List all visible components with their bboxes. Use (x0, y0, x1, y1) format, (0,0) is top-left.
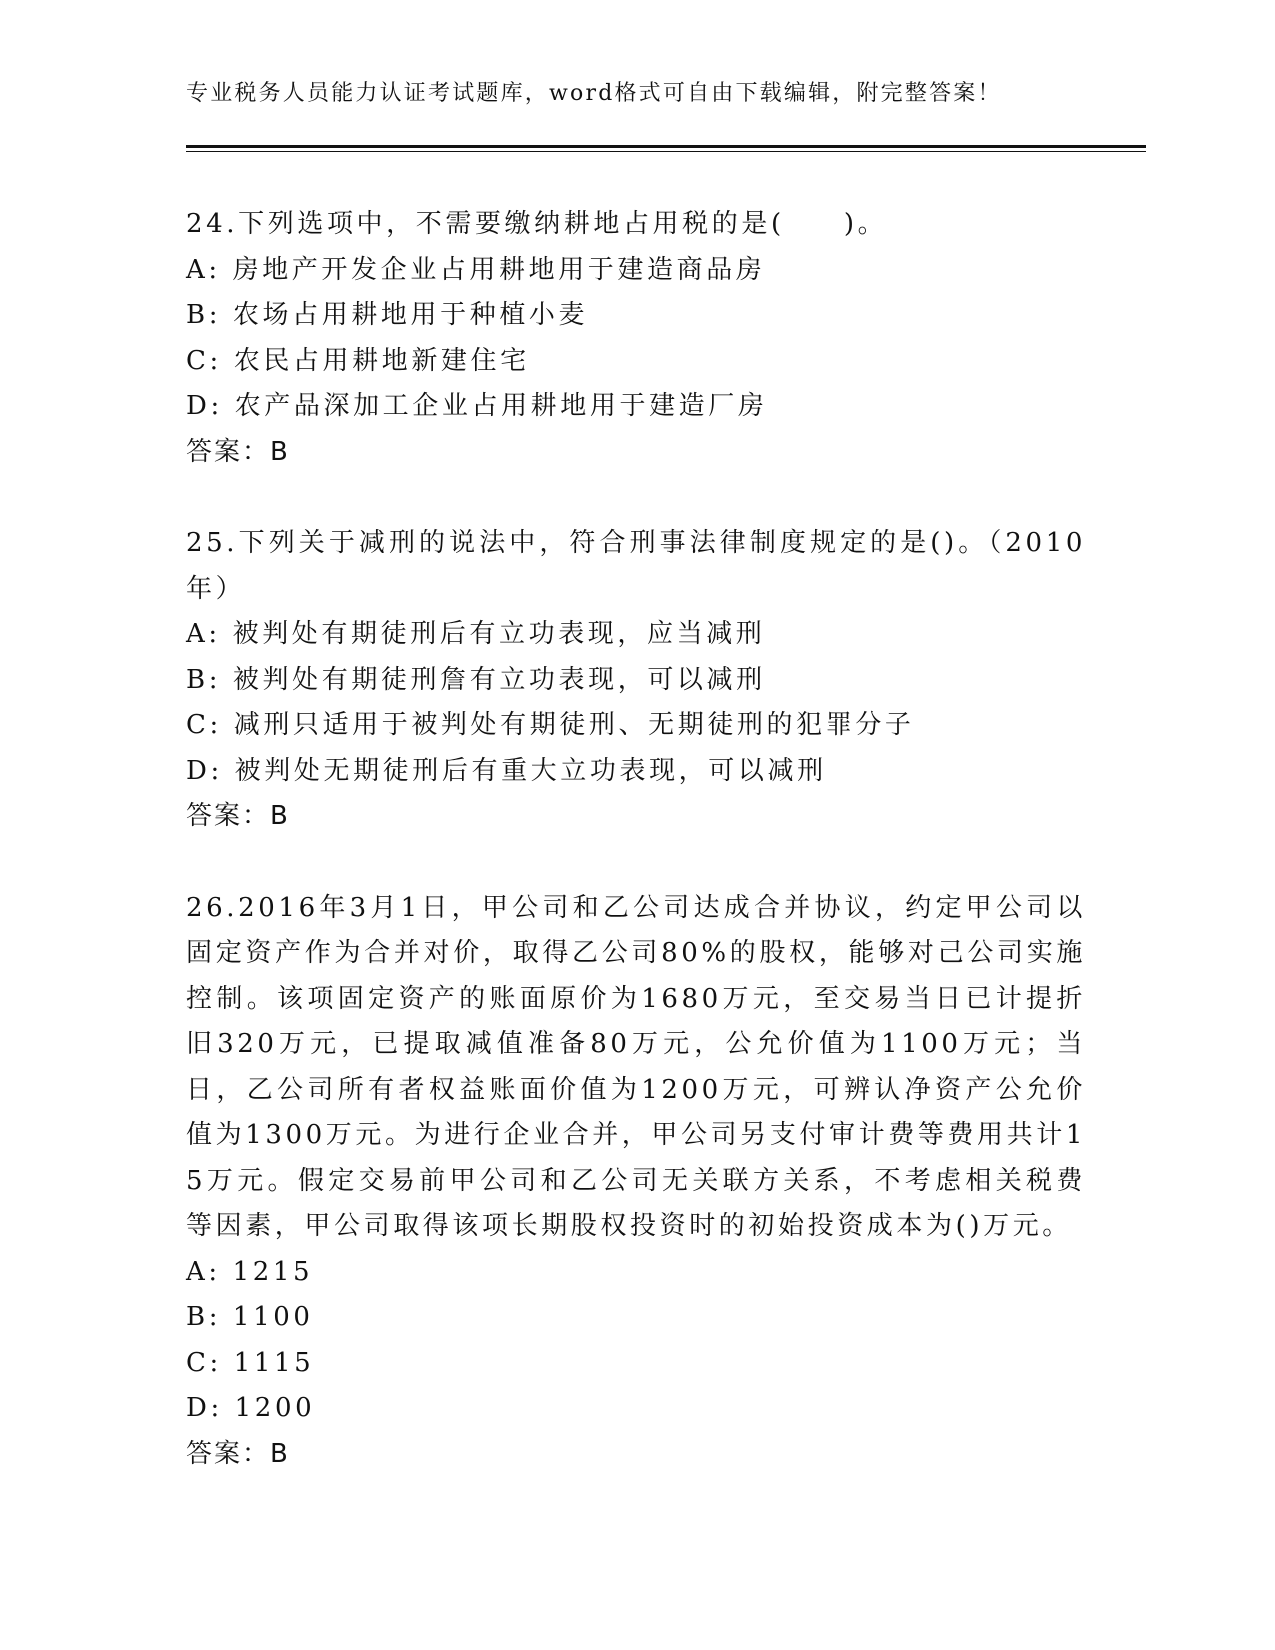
answer: 答案：B (186, 436, 290, 467)
question-26 (186, 886, 1086, 1478)
question-list (186, 202, 1086, 1523)
option-d: D: 被判处无期徒刑后有重大立功表现，可以减刑 (186, 755, 827, 786)
option-a: A: 1215 (186, 1256, 314, 1287)
option-c: C: 农民占用耕地新建住宅 (186, 345, 530, 376)
question-text: 25.下列关于减刑的说法中，符合刑事法律制度规定的是()。（2010年） (186, 528, 1086, 604)
option-b: B: 被判处有期徒刑詹有立功表现，可以减刑 (186, 664, 766, 695)
header-rule-thick (186, 145, 1146, 148)
header-rule-thin (186, 151, 1146, 152)
option-d: D: 农产品深加工企业占用耕地用于建造厂房 (186, 391, 768, 421)
answer: 答案：B (186, 1438, 290, 1469)
option-a: A: 房地产开发企业占用耕地用于建造商品房 (186, 254, 766, 285)
page-header: 专业税务人员能力认证考试题库，word格式可自由下载编辑，附完整答案！ (186, 81, 1002, 106)
option-c: C: 1115 (186, 1347, 315, 1378)
question-24 (186, 202, 1086, 475)
option-d: D: 1200 (186, 1393, 316, 1423)
answer: 答案：B (186, 801, 290, 831)
option-a: A: 被判处有期徒刑后有立功表现，应当减刑 (186, 619, 766, 649)
option-b: B: 农场占用耕地用于种植小麦 (186, 300, 589, 330)
question-text: 24.下列选项中，不需要缴纳耕地占用税的是( )。 (186, 209, 888, 239)
option-b: B: 1100 (186, 1302, 314, 1332)
option-c: C: 减刑只适用于被判处有期徒刑、无期徒刑的犯罪分子 (186, 710, 915, 740)
question-text: 26.2016年3月1日，甲公司和乙公司达成合并协议，约定甲公司以固定资产作为合并对价，取得乙公司80%的股权，能够对己公司实施控制。该项固定资产的账面原价为1680万元，至交易当日已计提折旧320万元，已提取减值准备80万元，公允价值为1100万元；当日，乙公司所有者权益账面价值为1200万元，可辨认净资产公允价值为1300万元。为进行企业合并，甲公司另支付审计费等费用共计15万元。假定交易前甲公司和乙公司无关联方关系，不考虑相关税费等因素，甲公司取得该项长期股权投资时的初始投资成本为()万元。 (186, 892, 1086, 1241)
question-25 (186, 521, 1086, 840)
